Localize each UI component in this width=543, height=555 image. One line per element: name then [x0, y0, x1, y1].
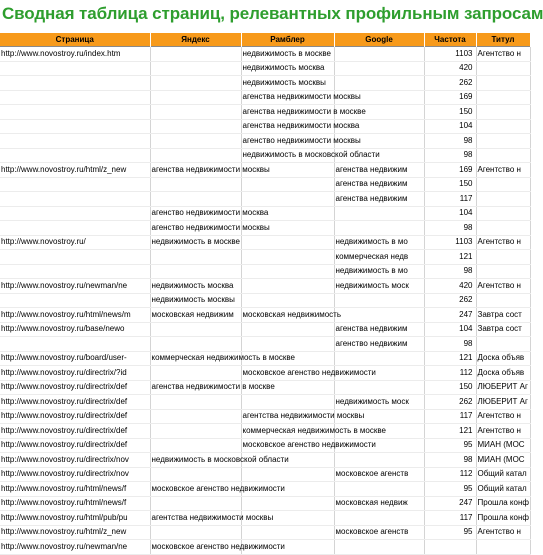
cell-rambler-query[interactable]: коммерческая недвижимость в москве — [241, 424, 334, 439]
cell-frequency[interactable]: 117 — [424, 192, 476, 207]
table-row — [0, 293, 530, 308]
cell-frequency[interactable]: 150 — [424, 177, 476, 192]
table-row — [0, 105, 530, 120]
cell-title[interactable]: МИАН (МОС — [476, 453, 530, 468]
cell-title[interactable]: МИАН (МОС — [476, 438, 530, 453]
cell-page-url[interactable] — [0, 148, 150, 163]
cell-frequency[interactable]: 104 — [424, 119, 476, 134]
cell-frequency[interactable]: 117 — [424, 511, 476, 526]
cell-page-url[interactable] — [0, 134, 150, 149]
cell-frequency[interactable]: 112 — [424, 467, 476, 482]
cell-page-url[interactable]: http://www.novostroy.ru/html/pub/pu — [0, 511, 150, 526]
cell-rambler-query[interactable]: недвижимость москва — [241, 61, 334, 76]
table-row — [0, 221, 530, 236]
table-row — [0, 540, 530, 555]
cell-rambler-query[interactable]: недвижимость москвы — [241, 76, 334, 91]
table-row — [0, 90, 530, 105]
cell-google-query[interactable] — [334, 540, 424, 555]
table-row — [0, 351, 530, 366]
cell-frequency[interactable]: 262 — [424, 395, 476, 410]
cell-title[interactable]: Доска объяв — [476, 366, 530, 381]
cell-frequency[interactable]: 247 — [424, 308, 476, 323]
cell-google-query[interactable] — [334, 482, 424, 497]
table-row — [0, 453, 530, 468]
cell-google-query[interactable] — [334, 511, 424, 526]
cell-frequency[interactable]: 98 — [424, 453, 476, 468]
cell-yandex-query[interactable] — [150, 409, 241, 424]
cell-frequency[interactable]: 112 — [424, 366, 476, 381]
cell-rambler-query[interactable] — [241, 337, 334, 352]
cell-rambler-query[interactable] — [241, 192, 334, 207]
table-row — [0, 47, 530, 62]
cell-rambler-query[interactable] — [241, 264, 334, 279]
cell-frequency[interactable]: 121 — [424, 351, 476, 366]
cell-yandex-query[interactable] — [150, 192, 241, 207]
cell-rambler-query[interactable]: агенства недвижимости в москве — [241, 105, 334, 120]
column-header-frequency[interactable]: Частота — [424, 33, 476, 47]
cell-title[interactable]: Агентство н — [476, 525, 530, 540]
table-row — [0, 206, 530, 221]
cell-title[interactable]: Агентство н — [476, 409, 530, 424]
cell-page-url[interactable]: http://www.novostroy.ru/ — [0, 235, 150, 250]
cell-rambler-query[interactable] — [241, 496, 334, 511]
column-header-google[interactable]: Google — [334, 33, 424, 47]
cell-page-url[interactable]: http://www.novostroy.ru/html/z_new — [0, 163, 150, 178]
cell-frequency[interactable]: 262 — [424, 293, 476, 308]
cell-frequency[interactable]: 98 — [424, 221, 476, 236]
cell-title[interactable]: Завтра сост — [476, 308, 530, 323]
cell-yandex-query[interactable] — [150, 496, 241, 511]
cell-title[interactable]: Общий катал — [476, 482, 530, 497]
cell-google-query[interactable] — [334, 380, 424, 395]
cell-yandex-query[interactable] — [150, 134, 241, 149]
cell-yandex-query[interactable] — [150, 61, 241, 76]
cell-yandex-query[interactable] — [150, 177, 241, 192]
cell-yandex-query[interactable]: агентства недвижимости москвы — [150, 511, 241, 526]
cell-yandex-query[interactable]: московское агенство недвижимости — [150, 482, 241, 497]
cell-google-query[interactable] — [334, 76, 424, 91]
cell-page-url[interactable]: http://www.novostroy.ru/directrix/?id — [0, 366, 150, 381]
cell-google-query[interactable] — [334, 61, 424, 76]
cell-title[interactable]: Прошла конф — [476, 511, 530, 526]
cell-yandex-query[interactable] — [150, 438, 241, 453]
cell-title[interactable] — [476, 293, 530, 308]
cell-rambler-query[interactable]: московская недвижимость — [241, 308, 334, 323]
table-row — [0, 395, 530, 410]
cell-title[interactable]: Завтра сост — [476, 322, 530, 337]
cell-page-url[interactable] — [0, 206, 150, 221]
cell-yandex-query[interactable] — [150, 250, 241, 265]
cell-frequency[interactable]: 104 — [424, 322, 476, 337]
cell-title[interactable] — [476, 221, 530, 236]
table-row — [0, 511, 530, 526]
cell-title[interactable] — [476, 337, 530, 352]
cell-page-url[interactable]: http://www.novostroy.ru/newman/ne — [0, 279, 150, 294]
cell-page-url[interactable]: http://www.novostroy.ru/base/newo — [0, 322, 150, 337]
cell-frequency[interactable]: 98 — [424, 148, 476, 163]
cell-rambler-query[interactable]: агенство недвижимости москвы — [241, 134, 334, 149]
cell-page-url[interactable]: http://www.novostroy.ru/directrix/def — [0, 395, 150, 410]
cell-yandex-query[interactable]: недвижимость москвы — [150, 293, 241, 308]
cell-google-query[interactable]: коммерческая недв — [334, 250, 424, 265]
cell-google-query[interactable]: недвижимость в мо — [334, 264, 424, 279]
cell-page-url[interactable] — [0, 250, 150, 265]
cell-page-url[interactable]: http://www.novostroy.ru/html/news/f — [0, 482, 150, 497]
cell-google-query[interactable]: агенства недвижим — [334, 177, 424, 192]
table-row — [0, 409, 530, 424]
cell-frequency[interactable]: 262 — [424, 76, 476, 91]
cell-page-url[interactable] — [0, 90, 150, 105]
table-row — [0, 482, 530, 497]
column-header-title[interactable]: Титул — [476, 33, 530, 47]
table-row — [0, 192, 530, 207]
cell-title[interactable]: Агентство н — [476, 163, 530, 178]
cell-rambler-query[interactable]: агенства недвижимости москва — [241, 119, 334, 134]
cell-frequency[interactable]: 98 — [424, 337, 476, 352]
table-row — [0, 525, 530, 540]
cell-frequency[interactable] — [424, 540, 476, 555]
cell-frequency[interactable]: 95 — [424, 482, 476, 497]
cell-page-url[interactable] — [0, 192, 150, 207]
cell-title[interactable] — [476, 134, 530, 149]
cell-yandex-query[interactable]: недвижимость москва — [150, 279, 241, 294]
cell-title[interactable]: ЛЮБЕРИТ Аг — [476, 380, 530, 395]
cell-title[interactable]: Общий катал — [476, 467, 530, 482]
table-row — [0, 264, 530, 279]
cell-rambler-query[interactable] — [241, 279, 334, 294]
cell-rambler-query[interactable] — [241, 525, 334, 540]
cell-yandex-query[interactable] — [150, 105, 241, 120]
cell-google-query[interactable]: недвижимость в мо — [334, 235, 424, 250]
cell-yandex-query[interactable] — [150, 148, 241, 163]
table-body — [0, 47, 530, 555]
table-row — [0, 279, 530, 294]
cell-page-url[interactable] — [0, 76, 150, 91]
cell-page-url[interactable] — [0, 177, 150, 192]
cell-google-query[interactable] — [334, 293, 424, 308]
cell-frequency[interactable]: 121 — [424, 250, 476, 265]
cell-frequency[interactable]: 1103 — [424, 235, 476, 250]
cell-frequency[interactable]: 121 — [424, 424, 476, 439]
table-row — [0, 496, 530, 511]
cell-rambler-query[interactable]: московское агенство недвижимости — [241, 438, 334, 453]
table-row — [0, 308, 530, 323]
cell-yandex-query[interactable]: московское агенство недвижимости — [150, 540, 241, 555]
cell-google-query[interactable]: недвижимость моск — [334, 395, 424, 410]
cell-rambler-query[interactable]: агенства недвижимости москвы — [241, 90, 334, 105]
cell-page-url[interactable] — [0, 337, 150, 352]
cell-frequency[interactable]: 95 — [424, 438, 476, 453]
cell-frequency[interactable]: 420 — [424, 279, 476, 294]
cell-frequency[interactable]: 420 — [424, 61, 476, 76]
cell-google-query[interactable] — [334, 47, 424, 62]
table-row — [0, 163, 530, 178]
cell-title[interactable]: ЛЮБЕРИТ Аг — [476, 395, 530, 410]
cell-yandex-query[interactable]: агенство недвижимости москва — [150, 206, 241, 221]
cell-yandex-query[interactable]: агенства недвижимости в москве — [150, 380, 241, 395]
table-row — [0, 438, 530, 453]
cell-page-url[interactable]: http://www.novostroy.ru/directrix/def — [0, 409, 150, 424]
cell-yandex-query[interactable] — [150, 525, 241, 540]
cell-page-url[interactable] — [0, 264, 150, 279]
cell-rambler-query[interactable] — [241, 293, 334, 308]
cell-page-url[interactable]: http://www.novostroy.ru/newman/ne — [0, 540, 150, 555]
cell-page-url[interactable]: http://www.novostroy.ru/html/news/f — [0, 496, 150, 511]
table-row — [0, 366, 530, 381]
cell-google-query[interactable] — [334, 351, 424, 366]
header-row — [0, 33, 530, 47]
summary-table — [0, 33, 531, 555]
cell-page-url[interactable]: http://www.novostroy.ru/directrix/nov — [0, 453, 150, 468]
cell-rambler-query[interactable] — [241, 467, 334, 482]
cell-frequency[interactable]: 169 — [424, 90, 476, 105]
column-header-yandex[interactable]: Яндекс — [150, 33, 241, 47]
cell-google-query[interactable]: агенство недвижим — [334, 337, 424, 352]
cell-yandex-query[interactable] — [150, 395, 241, 410]
cell-yandex-query[interactable] — [150, 337, 241, 352]
cell-title[interactable] — [476, 177, 530, 192]
cell-yandex-query[interactable]: агенство недвижимости москвы — [150, 221, 241, 236]
cell-google-query[interactable]: московская недвиж — [334, 496, 424, 511]
cell-title[interactable] — [476, 192, 530, 207]
cell-google-query[interactable]: агенства недвижим — [334, 322, 424, 337]
table-row — [0, 76, 530, 91]
cell-page-url[interactable]: http://www.novostroy.ru/directrix/nov — [0, 467, 150, 482]
cell-yandex-query[interactable]: московская недвижим — [150, 308, 241, 323]
cell-page-url[interactable]: http://www.novostroy.ru/directrix/def — [0, 438, 150, 453]
table-row — [0, 322, 530, 337]
cell-title[interactable]: Агентство н — [476, 424, 530, 439]
cell-rambler-query[interactable] — [241, 322, 334, 337]
cell-title[interactable] — [476, 119, 530, 134]
table-row — [0, 337, 530, 352]
cell-title[interactable] — [476, 90, 530, 105]
cell-google-query[interactable] — [334, 221, 424, 236]
cell-rambler-query[interactable]: недвижимость в московской области — [241, 148, 334, 163]
cell-yandex-query[interactable]: недвижимость в московской области — [150, 453, 241, 468]
table-row — [0, 235, 530, 250]
cell-frequency[interactable]: 247 — [424, 496, 476, 511]
cell-frequency[interactable]: 150 — [424, 105, 476, 120]
cell-page-url[interactable]: http://www.novostroy.ru/html/news/m — [0, 308, 150, 323]
cell-rambler-query[interactable]: московское агенство недвижимости — [241, 366, 334, 381]
cell-title[interactable] — [476, 540, 530, 555]
cell-yandex-query[interactable] — [150, 47, 241, 62]
cell-yandex-query[interactable] — [150, 424, 241, 439]
table-row — [0, 380, 530, 395]
cell-page-url[interactable] — [0, 61, 150, 76]
cell-yandex-query[interactable] — [150, 467, 241, 482]
cell-google-query[interactable]: агенства недвижим — [334, 163, 424, 178]
cell-title[interactable] — [476, 206, 530, 221]
cell-rambler-query[interactable]: недвижимость в москве — [241, 47, 334, 62]
sheet-title: Сводная таблица страниц, релевантных профильным запросам — [2, 4, 543, 23]
cell-google-query[interactable]: недвижимость моск — [334, 279, 424, 294]
cell-title[interactable]: Агентство н — [476, 279, 530, 294]
cell-frequency[interactable]: 104 — [424, 206, 476, 221]
cell-title[interactable]: Агентство н — [476, 47, 530, 62]
cell-frequency[interactable]: 117 — [424, 409, 476, 424]
cell-google-query[interactable]: агенства недвижим — [334, 192, 424, 207]
cell-yandex-query[interactable]: агенства недвижимости москвы — [150, 163, 241, 178]
cell-frequency[interactable]: 169 — [424, 163, 476, 178]
cell-google-query[interactable]: московское агенств — [334, 525, 424, 540]
table-row — [0, 61, 530, 76]
cell-frequency[interactable]: 95 — [424, 525, 476, 540]
cell-title[interactable]: Агентство н — [476, 235, 530, 250]
cell-page-url[interactable]: http://www.novostroy.ru/directrix/def — [0, 380, 150, 395]
cell-page-url[interactable] — [0, 119, 150, 134]
cell-title[interactable] — [476, 61, 530, 76]
cell-google-query[interactable] — [334, 206, 424, 221]
cell-title[interactable]: Доска объяв — [476, 351, 530, 366]
cell-title[interactable] — [476, 264, 530, 279]
table-row — [0, 250, 530, 265]
cell-title[interactable] — [476, 76, 530, 91]
cell-yandex-query[interactable]: недвижимость в москве — [150, 235, 241, 250]
table-row — [0, 177, 530, 192]
cell-page-url[interactable]: http://www.novostroy.ru/directrix/def — [0, 424, 150, 439]
column-header-rambler[interactable]: Рамблер — [241, 33, 334, 47]
cell-page-url[interactable]: http://www.novostroy.ru/html/z_new — [0, 525, 150, 540]
table-row — [0, 467, 530, 482]
cell-title[interactable] — [476, 148, 530, 163]
cell-yandex-query[interactable]: коммерческая недвижимость в москве — [150, 351, 241, 366]
cell-frequency[interactable]: 98 — [424, 264, 476, 279]
cell-yandex-query[interactable] — [150, 76, 241, 91]
cell-frequency[interactable]: 1103 — [424, 47, 476, 62]
cell-google-query[interactable]: московское агенств — [334, 467, 424, 482]
cell-rambler-query[interactable] — [241, 235, 334, 250]
cell-yandex-query[interactable] — [150, 322, 241, 337]
cell-page-url[interactable]: http://www.novostroy.ru/board/user- — [0, 351, 150, 366]
cell-page-url[interactable] — [0, 293, 150, 308]
cell-yandex-query[interactable] — [150, 90, 241, 105]
cell-yandex-query[interactable] — [150, 264, 241, 279]
cell-page-url[interactable]: http://www.novostroy.ru/index.htm — [0, 47, 150, 62]
cell-rambler-query[interactable]: агентства недвижимости москвы — [241, 409, 334, 424]
cell-yandex-query[interactable] — [150, 366, 241, 381]
cell-google-query[interactable] — [334, 453, 424, 468]
cell-rambler-query[interactable] — [241, 250, 334, 265]
cell-title[interactable] — [476, 105, 530, 120]
table-row — [0, 119, 530, 134]
cell-yandex-query[interactable] — [150, 119, 241, 134]
column-header-page[interactable]: Страница — [0, 33, 150, 47]
cell-frequency[interactable]: 98 — [424, 134, 476, 149]
cell-page-url[interactable] — [0, 221, 150, 236]
table-row — [0, 424, 530, 439]
cell-title[interactable] — [476, 250, 530, 265]
cell-google-query[interactable] — [334, 308, 424, 323]
cell-rambler-query[interactable] — [241, 177, 334, 192]
cell-frequency[interactable]: 150 — [424, 380, 476, 395]
table-row — [0, 134, 530, 149]
table-row — [0, 148, 530, 163]
cell-rambler-query[interactable] — [241, 395, 334, 410]
cell-page-url[interactable] — [0, 105, 150, 120]
cell-title[interactable]: Прошла конф — [476, 496, 530, 511]
